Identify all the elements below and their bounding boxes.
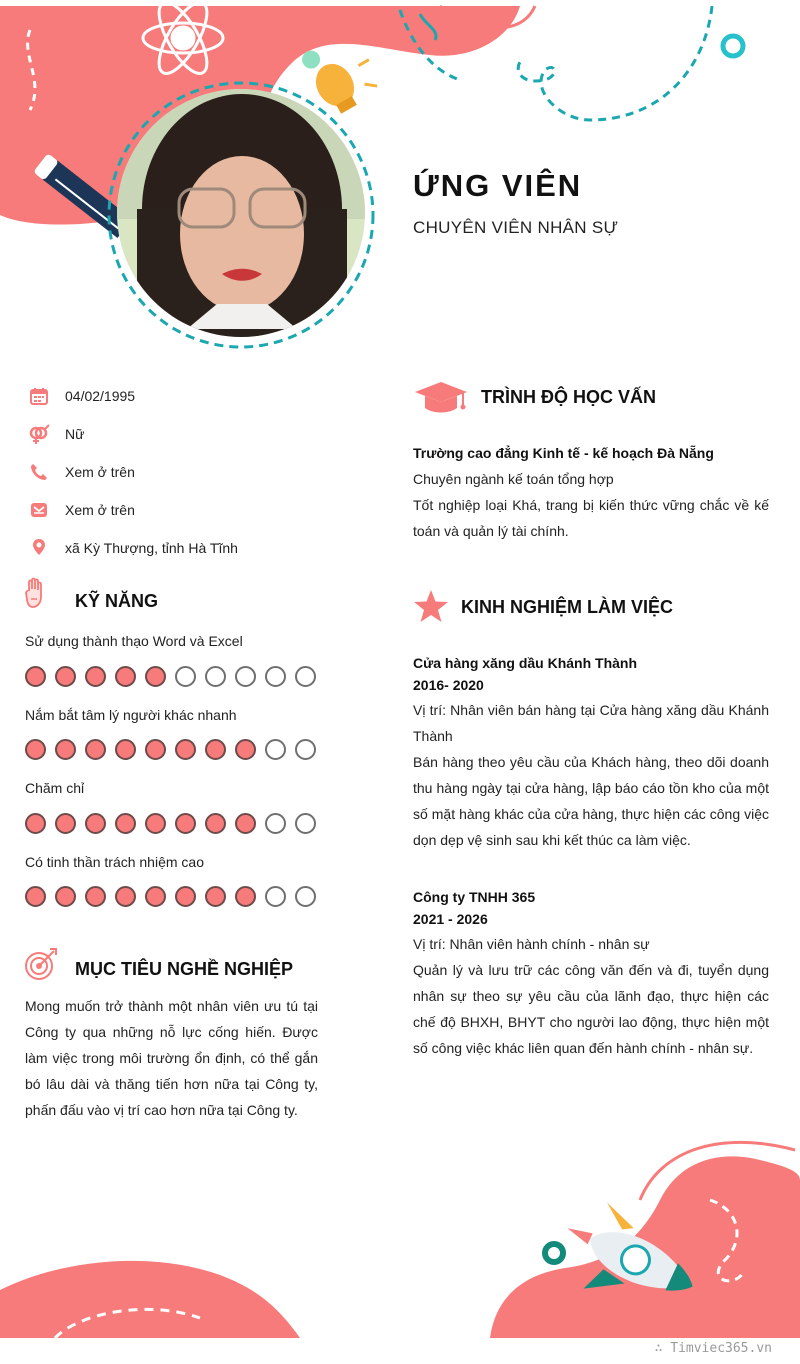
rating-dot-filled [85,886,106,907]
rating-dot-filled [115,666,136,687]
hand-icon [24,577,48,616]
rating-dot-empty [265,886,286,907]
target-icon [24,947,58,986]
objective-text: Mong muốn trở thành một nhân viên ưu tú tại Công ty qua những nỗ lực cống hiến. Được làm việc trong môi trường ổn định, có thể gắn bó lâu dài và thăng tiến hơn nữa tại Công ty, phấn đấu vào vị trí cao hơn nữa tại Công ty. [25,998,318,1118]
rating-dot-filled [25,813,46,834]
contact-gender [28,422,84,446]
skill-label: Nắm bắt tâm lý người khác nhanh [25,707,237,723]
watermark: ∴ Timviec365.vn [654,1341,772,1356]
rating-dot-filled [25,739,46,760]
job-position: Vị trí: Nhân viên bán hàng tại Cửa hàng xăng dầu Khánh Thành [413,702,769,744]
rating-dot-filled [25,666,46,687]
objective-title: MỤC TIÊU NGHỀ NGHIỆP [75,959,294,979]
skill-rating [25,739,316,760]
rating-dot-empty [295,813,316,834]
calendar-icon [28,385,50,407]
contact-value: Xem ở trên [65,464,135,480]
rating-dot-filled [115,739,136,760]
graduation-cap-icon [413,380,469,421]
job-entry [413,655,769,853]
skill-label: Sử dụng thành thạo Word và Excel [25,633,243,649]
star-icon [413,589,449,628]
rating-dot-filled [175,739,196,760]
rating-dot-filled [115,886,136,907]
rating-dot-filled [55,666,76,687]
contact-address [28,536,238,560]
job-description: Bán hàng theo yêu cầu của Khách hàng, theo dõi doanh thu hàng ngày tại cửa hàng, lập báo cáo tồn kho của một số mặt hàng khác của cửa hàng, thực hiện các công việc dọn dẹp vệ sinh sau khi kết thúc ca làm việc. [413,754,769,848]
job-position: Vị trí: Nhân viên hành chính - nhân sự [413,936,650,952]
rating-dot-filled [205,886,226,907]
rating-dot-empty [295,739,316,760]
contact-value: 04/02/1995 [65,388,136,404]
rating-dot-filled [55,739,76,760]
phone-icon [28,461,50,483]
rating-dot-empty [295,886,316,907]
contact-phone [28,460,135,484]
rating-dot-filled [85,739,106,760]
rating-dot-empty [265,813,286,834]
rating-dot-filled [85,666,106,687]
rating-dot-empty [235,666,256,687]
job-description: Quản lý và lưu trữ các công văn đến và đi, tuyển dụng nhân sự theo sự yêu cầu của lãnh đạo, thực hiện các chế độ BHXH, BHYT cho người lao động, thực hiện một số công việc khác liên quan đến hành chính - nhân sự. [413,962,769,1056]
candidate-name: ỨNG VIÊN [413,168,583,203]
rating-dot-filled [25,886,46,907]
contact-value: Xem ở trên [65,502,135,518]
rating-dot-empty [205,666,226,687]
contact-birthday [28,384,135,408]
skill-rating [25,886,316,907]
rating-dot-filled [55,886,76,907]
contact-email [28,498,135,522]
contact-value: xã Kỳ Thượng, tỉnh Hà Tĩnh [65,540,238,556]
profile-photo [117,89,365,337]
rating-dot-empty [175,666,196,687]
rating-dot-empty [265,666,286,687]
rating-dot-filled [145,813,166,834]
rating-dot-filled [145,739,166,760]
education-title: TRÌNH ĐỘ HỌC VẤN [481,387,656,407]
rating-dot-filled [145,886,166,907]
candidate-title: CHUYÊN VIÊN NHÂN SỰ [413,218,619,237]
rating-dot-filled [205,813,226,834]
skill-rating [25,813,316,834]
rating-dot-filled [55,813,76,834]
rating-dot-filled [175,813,196,834]
rating-dot-filled [235,813,256,834]
rating-dot-empty [295,666,316,687]
rating-dot-filled [235,739,256,760]
rating-dot-filled [205,739,226,760]
rating-dot-filled [115,813,136,834]
skill-label: Chăm chỉ [25,780,85,796]
skill-label: Có tinh thần trách nhiệm cao [25,854,204,870]
education-major: Chuyên ngành kế toán tổng hợp [413,471,614,487]
job-years: 2021 - 2026 [413,911,488,927]
rating-dot-filled [85,813,106,834]
experience-title: KINH NGHIỆM LÀM VIỆC [461,597,674,617]
location-icon [28,537,50,559]
job-entry [413,889,769,1061]
rating-dot-filled [175,886,196,907]
rating-dot-filled [145,666,166,687]
job-company: Cửa hàng xăng dầu Khánh Thành [413,655,638,671]
email-icon [28,499,50,521]
gender-icon [28,423,50,445]
education-school: Trường cao đẳng Kinh tế - kế hoạch Đà Nẵng [413,445,714,461]
rating-dot-empty [265,739,286,760]
job-years: 2016- 2020 [413,677,484,693]
skill-rating [25,666,316,687]
contact-value: Nữ [65,426,85,442]
job-company: Công ty TNHH 365 [413,889,536,905]
rating-dot-filled [235,886,256,907]
skills-title: KỸ NĂNG [75,591,159,611]
education-description: Tốt nghiệp loại Khá, trang bị kiến thức vững chắc về kế toán và quản lý tài chính. [413,497,769,539]
